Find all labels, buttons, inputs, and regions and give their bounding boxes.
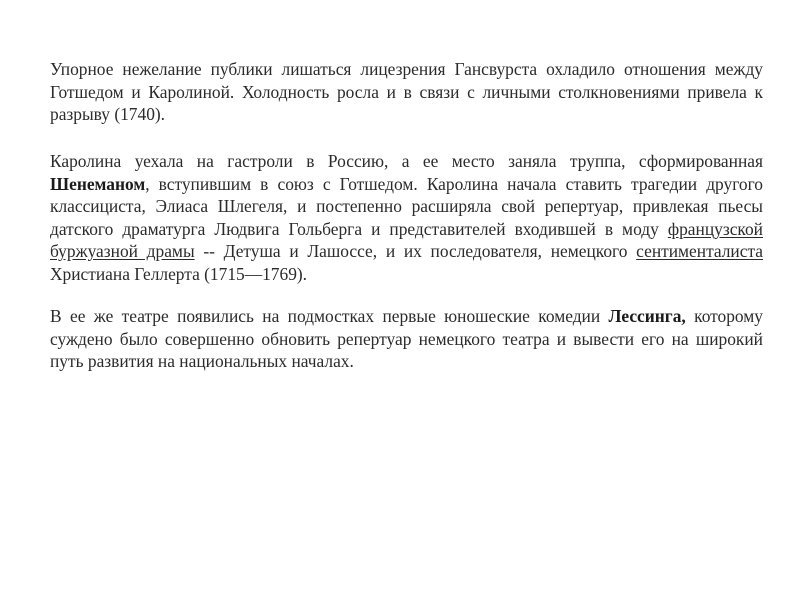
paragraph-1-text: Упорное нежелание публики лишаться лицезрения Гансвурста охладило отношения между Готшедом и Каролиной. Холодность росла и в связи с личными столкновениями привела к разрыву (1740). xyxy=(50,59,763,125)
link-sentimentalist[interactable]: сентименталиста xyxy=(636,241,763,262)
paragraph-2 xyxy=(50,150,763,286)
paragraph-2-part-4: Христиана Геллерта (1715—1769). xyxy=(50,263,308,284)
paragraph-2-part-1: Каролина уехала на гастроли в Россию, а ее место заняла труппа, сформированная xyxy=(50,151,763,171)
bold-name-lessing: Лессинга, xyxy=(608,306,686,326)
paragraph-2-part-3: -- Детуша и Лашоссе, и их последователя, немецкого xyxy=(194,241,637,262)
paragraph-3-part-2: которому суждено было совершенно обновить репертуар немецкого театра и вывести его на широкий путь развития на национальных началах. xyxy=(50,306,763,372)
bold-name-schoenemann: Шенеманом xyxy=(50,173,146,194)
paragraph-2-part-2: , вступившим в союз с Готшедом. Каролина начала ставить трагедии другого классициста, Элиаса Шлегеля, и постепенно расширяла свой репертуар, привлекая пьесы датского драматурга Людвига Гольберга и представителей входившей в моду xyxy=(50,173,763,239)
paragraph-1 xyxy=(50,58,763,126)
paragraph-3-part-1: В ее же театре появились на подмостках первые юношеские комедии xyxy=(50,306,609,326)
paragraph-3 xyxy=(50,305,763,373)
link-french-bourgeois-drama[interactable]: французской буржуазной драмы xyxy=(50,218,763,262)
